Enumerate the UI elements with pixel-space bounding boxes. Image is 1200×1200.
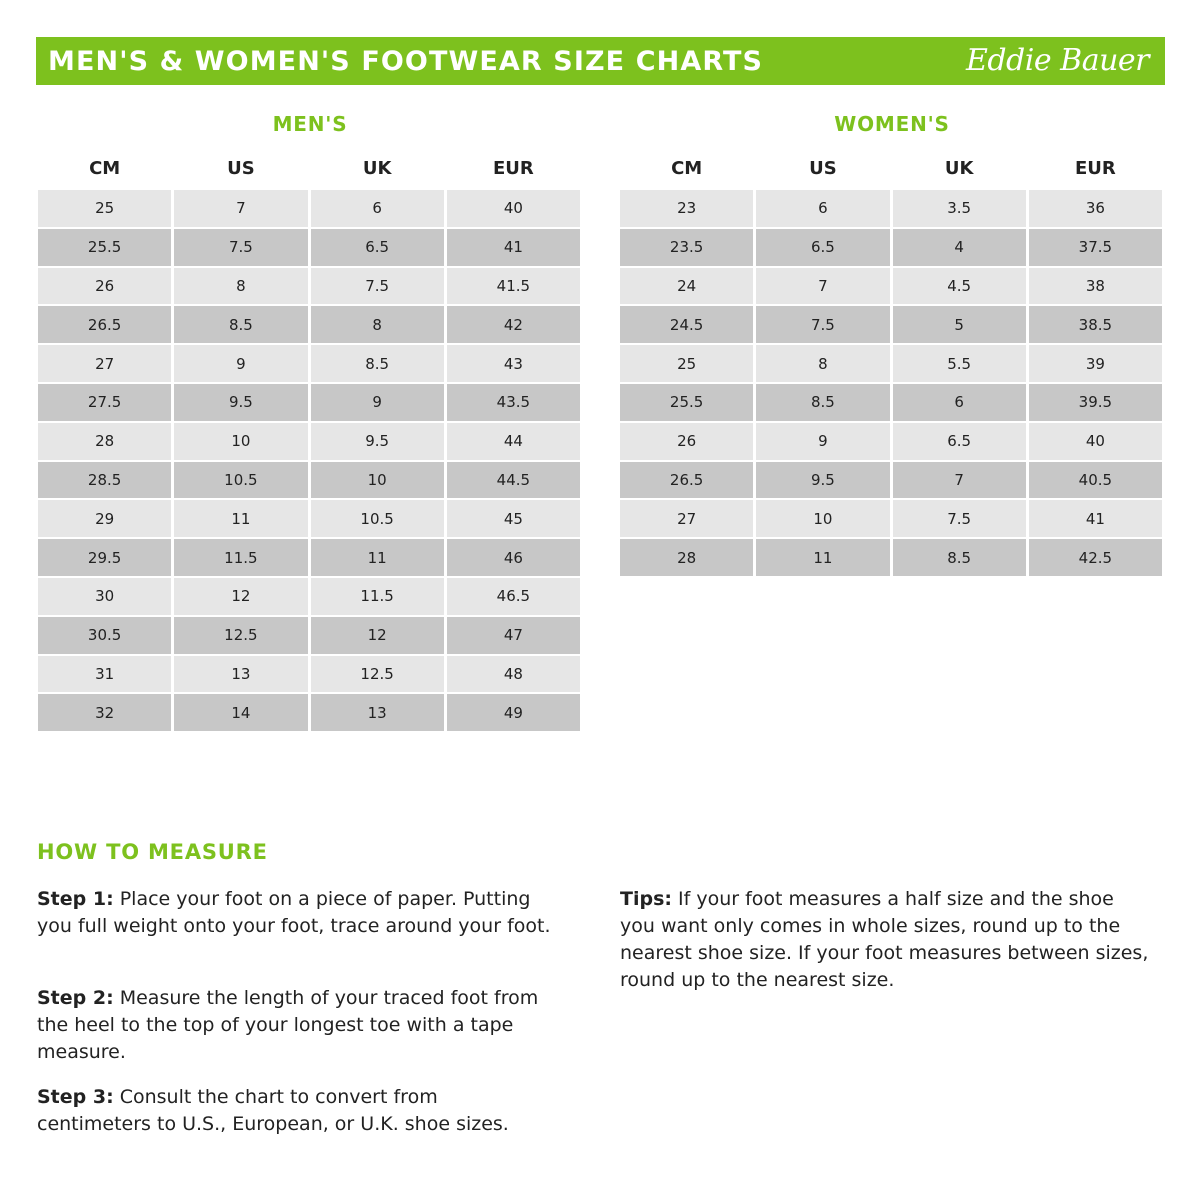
step-label: Step 2: [37,987,114,1009]
step-label: Step 3: [37,1086,114,1108]
tips [620,886,1150,994]
table-cell: 26.5 [38,306,171,343]
table-cell: 6 [756,190,889,227]
table-cell: 28 [620,539,753,576]
table-cell: 28.5 [38,462,171,499]
table-cell: 7.5 [311,268,444,305]
table-cell: 41 [1029,500,1162,537]
column-header: CM [671,157,703,179]
table-cell: 7.5 [174,229,307,266]
womens-table-row [620,539,1162,576]
column-header: US [227,157,255,179]
mens-table-body [38,190,580,731]
table-cell: 10.5 [174,462,307,499]
mens-table-row [38,423,580,460]
womens-header-row [620,148,1162,188]
table-cell: 23.5 [620,229,753,266]
table-cell: 38 [1029,268,1162,305]
table-cell: 11.5 [311,578,444,615]
table-cell: 10 [174,423,307,460]
table-cell: 32 [38,694,171,731]
womens-section-title: WOMEN'S [834,112,950,136]
table-cell: 8 [756,345,889,382]
womens-table-row [620,462,1162,499]
table-cell: 8.5 [174,306,307,343]
table-cell: 10 [311,462,444,499]
table-cell: 25.5 [620,384,753,421]
table-cell: 9.5 [174,384,307,421]
mens-header-row [38,148,580,188]
column-header: EUR [1074,157,1116,179]
table-cell: 11.5 [174,539,307,576]
mens-table-row [38,500,580,537]
womens-table-row [620,345,1162,382]
table-cell: 8.5 [311,345,444,382]
table-cell: 9 [756,423,889,460]
step-1 [37,886,557,940]
column-header: CM [89,157,121,179]
womens-table-row [620,268,1162,305]
column-header: UK [944,157,974,179]
table-cell: 26.5 [620,462,753,499]
table-cell: 26 [38,268,171,305]
table-cell: 42.5 [1029,539,1162,576]
step-text: Place your foot on a piece of paper. Putting you full weight onto your foot, trace around your foot. [37,888,551,937]
table-cell: 8.5 [893,539,1026,576]
table-cell: 6.5 [311,229,444,266]
table-cell: 47 [447,617,580,654]
table-cell: 6.5 [893,423,1026,460]
table-cell: 9.5 [311,423,444,460]
mens-table-row [38,462,580,499]
how-to-measure-title: HOW TO MEASURE [37,840,268,864]
table-cell: 48 [447,656,580,693]
table-cell: 42 [447,306,580,343]
column-header: UK [362,157,392,179]
table-cell: 38.5 [1029,306,1162,343]
table-cell: 12.5 [174,617,307,654]
table-cell: 6 [893,384,1026,421]
mens-table-row [38,229,580,266]
table-cell: 5.5 [893,345,1026,382]
table-cell: 43 [447,345,580,382]
table-cell: 7.5 [756,306,889,343]
table-cell: 10.5 [311,500,444,537]
womens-table-row [620,500,1162,537]
table-cell: 6.5 [756,229,889,266]
mens-table-row [38,345,580,382]
mens-table-row [38,384,580,421]
table-cell: 8.5 [756,384,889,421]
mens-table-row [38,656,580,693]
mens-table-row [38,617,580,654]
table-cell: 40.5 [1029,462,1162,499]
table-cell: 43.5 [447,384,580,421]
table-cell: 11 [174,500,307,537]
table-cell: 24.5 [620,306,753,343]
table-cell: 14 [174,694,307,731]
table-cell: 39.5 [1029,384,1162,421]
mens-table-row [38,268,580,305]
table-cell: 25 [620,345,753,382]
table-cell: 41 [447,229,580,266]
table-cell: 27 [38,345,171,382]
table-cell: 9.5 [756,462,889,499]
step-text: Consult the chart to convert from centimeters to U.S., European, or U.K. shoe sizes. [37,1086,509,1135]
womens-table-row [620,423,1162,460]
mens-table-row [38,694,580,731]
table-cell: 31 [38,656,171,693]
table-cell: 7 [893,462,1026,499]
table-cell: 25 [38,190,171,227]
mens-table-row [38,539,580,576]
table-cell: 9 [311,384,444,421]
table-cell: 13 [174,656,307,693]
table-cell: 12 [311,617,444,654]
table-cell: 44 [447,423,580,460]
table-cell: 41.5 [447,268,580,305]
table-cell: 27.5 [38,384,171,421]
brand-logo: Eddie Bauer [965,43,1149,78]
womens-table-row [620,229,1162,266]
womens-table-body [620,190,1162,576]
step-2 [37,985,557,1066]
step-label: Step 1: [37,888,114,910]
step-text: Measure the length of your traced foot from the heel to the top of your longest toe with a tape measure. [37,987,539,1063]
womens-table-row [620,306,1162,343]
table-cell: 12.5 [311,656,444,693]
mens-table-row [38,578,580,615]
table-cell: 8 [311,306,444,343]
step-3 [37,1084,557,1138]
table-cell: 3.5 [893,190,1026,227]
mens-section-title: MEN'S [272,112,348,136]
table-cell: 40 [1029,423,1162,460]
table-cell: 11 [311,539,444,576]
table-cell: 12 [174,578,307,615]
table-cell: 40 [447,190,580,227]
table-cell: 24 [620,268,753,305]
table-cell: 44.5 [447,462,580,499]
table-cell: 30.5 [38,617,171,654]
table-cell: 7 [756,268,889,305]
table-cell: 4.5 [893,268,1026,305]
womens-size-table [617,146,1165,578]
table-cell: 46.5 [447,578,580,615]
table-cell: 37.5 [1029,229,1162,266]
table-cell: 27 [620,500,753,537]
mens-size-table [35,146,583,733]
table-cell: 8 [174,268,307,305]
tips-label: Tips: [620,888,672,910]
table-cell: 10 [756,500,889,537]
column-header: US [809,157,837,179]
table-cell: 28 [38,423,171,460]
mens-table-row [38,306,580,343]
table-cell: 36 [1029,190,1162,227]
tips-text: If your foot measures a half size and the shoe you want only comes in whole sizes, round up to the nearest shoe size. If your foot measures between sizes, round up to the nearest size. [620,888,1149,991]
womens-table-row [620,384,1162,421]
table-cell: 6 [311,190,444,227]
table-cell: 49 [447,694,580,731]
table-cell: 30 [38,578,171,615]
table-cell: 26 [620,423,753,460]
column-header: EUR [492,157,534,179]
table-cell: 4 [893,229,1026,266]
table-cell: 7 [174,190,307,227]
page-title: MEN'S & WOMEN'S FOOTWEAR SIZE CHARTS [48,46,764,77]
table-cell: 5 [893,306,1026,343]
table-cell: 23 [620,190,753,227]
womens-table-row [620,190,1162,227]
table-cell: 11 [756,539,889,576]
table-cell: 9 [174,345,307,382]
table-cell: 46 [447,539,580,576]
mens-table-row [38,190,580,227]
table-cell: 29 [38,500,171,537]
table-cell: 13 [311,694,444,731]
table-cell: 25.5 [38,229,171,266]
table-cell: 7.5 [893,500,1026,537]
table-cell: 39 [1029,345,1162,382]
table-cell: 45 [447,500,580,537]
table-cell: 29.5 [38,539,171,576]
header-banner [36,37,1165,85]
